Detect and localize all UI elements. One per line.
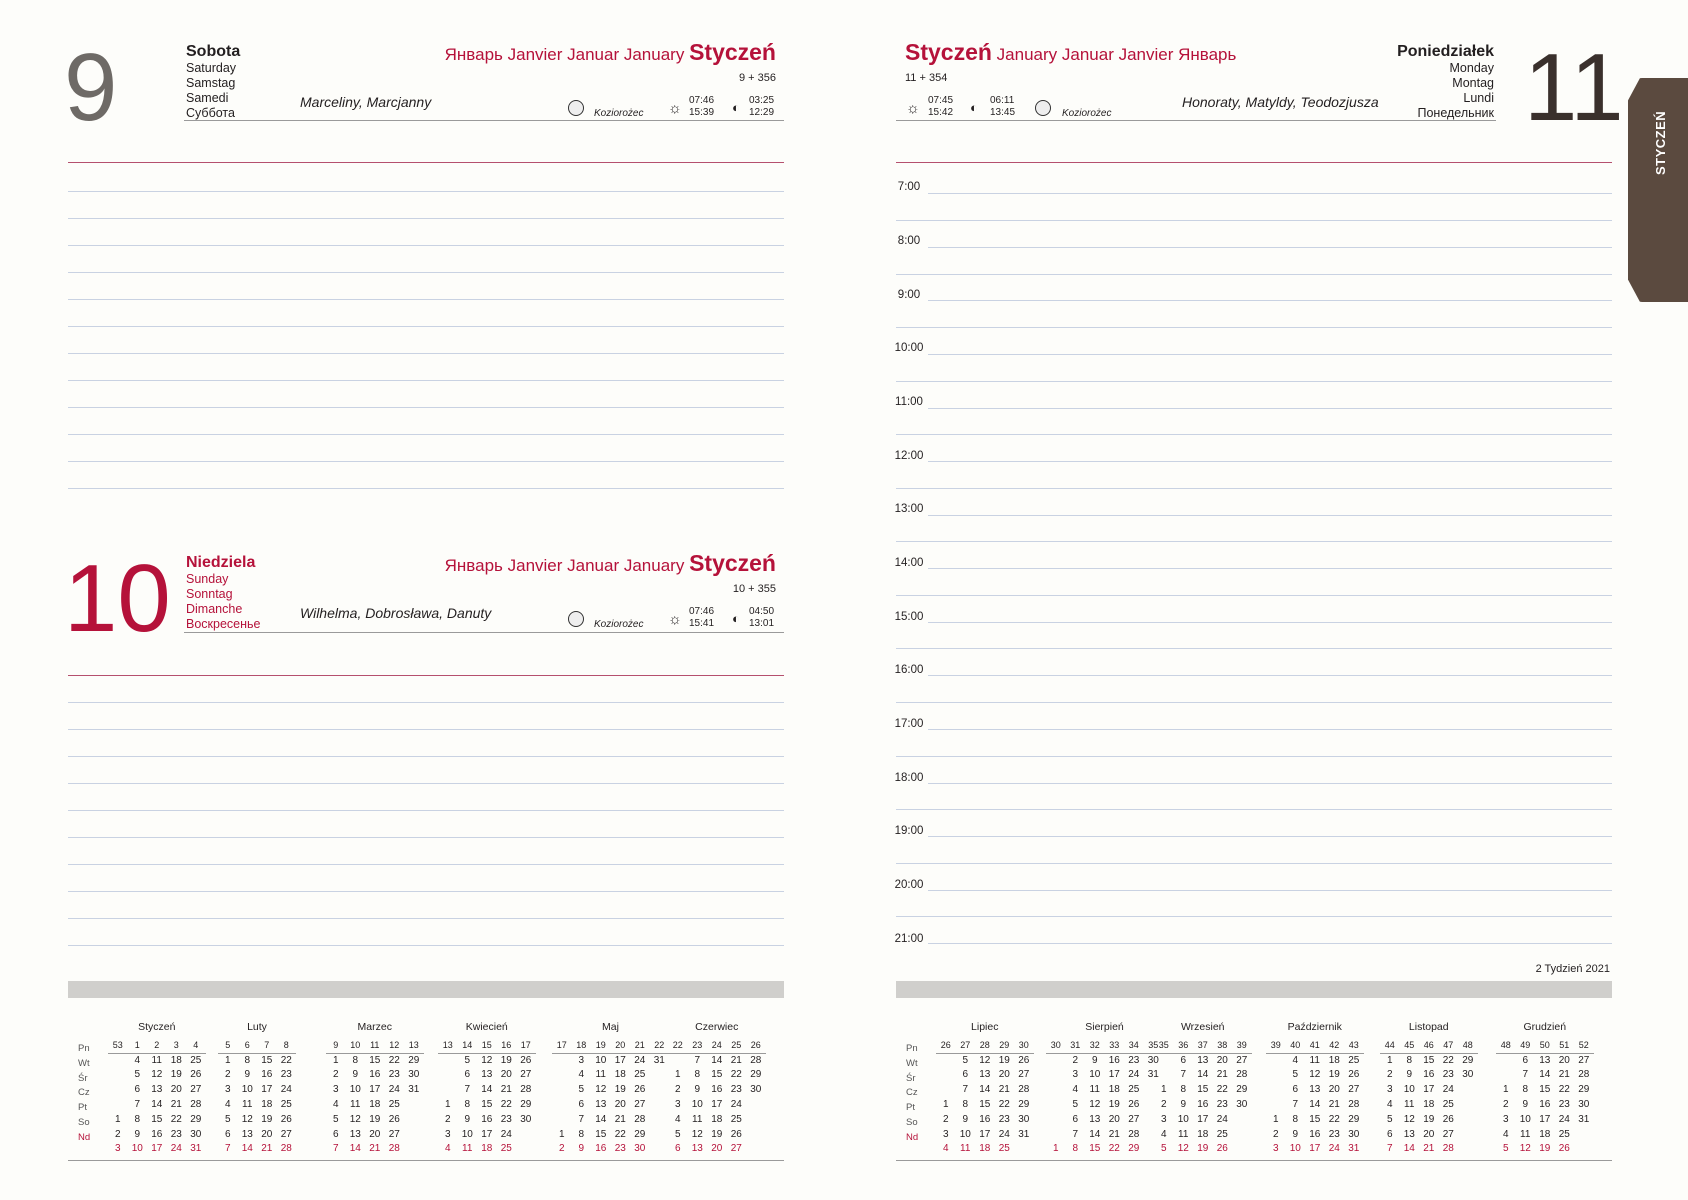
hour-label: 11:00	[895, 396, 923, 408]
mini-month-name: Luty	[247, 1021, 267, 1033]
day-abbrev: Wt	[78, 1057, 90, 1069]
moonset: 13:01	[749, 618, 775, 629]
name-days-9: Marceliny, Marcjanny	[300, 94, 432, 110]
hour-label: 18:00	[894, 772, 924, 784]
header-underline	[896, 120, 1496, 121]
sun-icon: ☼	[668, 100, 682, 117]
day-number-9: 9	[64, 34, 118, 141]
month-name: Styczeń	[689, 39, 776, 65]
hour-label: 8:00	[897, 235, 921, 247]
mini-month-0	[936, 1020, 1034, 1157]
day-abbrev: Pt	[906, 1102, 915, 1114]
lang-ru: Суббота	[186, 106, 235, 120]
dayname-11: Poniedziałek	[1397, 43, 1494, 60]
day-abbrev: Nd	[906, 1131, 919, 1143]
lang-de: Samstag	[186, 76, 236, 90]
calendar-band	[896, 981, 1612, 998]
day-langs-9	[186, 61, 236, 121]
mini-month-name: Marzec	[357, 1021, 392, 1033]
sun-icon: ☼	[906, 100, 920, 117]
mini-month-5	[668, 1020, 766, 1157]
month-header-9	[444, 39, 776, 65]
mini-month-grid: 22 23 24 25 26 7 14 21 28 1 8 15 22 29 2 9 16 23 30 3 10 17 24 4 11 18 25 5 12 19 26 6 13 20 27	[668, 1038, 766, 1157]
day-abbrev: Śr	[78, 1072, 88, 1084]
mini-month-grid: 13 14 15 16 17 5 12 19 26 6 13 20 27 7 14 21 28 1 8 15 22 29 2 9 16 23 30 3 10 17 24 4 11 18 25	[438, 1038, 536, 1157]
mini-month-name: Sierpień	[1085, 1021, 1124, 1033]
day-count-10: 10 + 355	[732, 583, 776, 595]
hour-label: 13:00	[894, 503, 924, 515]
moonset: 12:29	[749, 107, 775, 118]
zodiac-9: Koziorożec	[594, 108, 644, 119]
dayname-9: Sobota	[186, 43, 241, 60]
mini-month-name: Styczeń	[138, 1021, 176, 1033]
sun-times-11	[928, 95, 953, 119]
month-langs: January Januar Janvier Январь	[996, 45, 1237, 64]
month-tab-label: STYCZEŃ	[1653, 110, 1668, 175]
section-top-line	[68, 675, 784, 676]
mini-month-1	[218, 1020, 296, 1157]
mini-month-name: Kwiecień	[465, 1021, 508, 1033]
hour-label: 20:00	[894, 879, 924, 891]
sunset: 15:41	[689, 618, 715, 629]
sun-times-9	[689, 95, 714, 119]
moonrise: 06:11	[990, 95, 1015, 106]
day-count-9: 9 + 356	[738, 72, 776, 84]
day-abbrev: Pt	[78, 1102, 87, 1114]
mini-month-grid: 5 6 7 8 1 8 15 22 2 9 16 23 3 10 17 24 4 11 18 25 5 12 19 26 6 13 20 27 7 14 21 28	[218, 1038, 296, 1157]
hour-label: 10:00	[894, 342, 924, 354]
mini-month-2	[1154, 1020, 1252, 1157]
zodiac-icon	[568, 611, 584, 627]
header-underline	[184, 120, 784, 121]
mini-month-name: Grudzień	[1523, 1021, 1567, 1033]
mini-month-grid: 48 49 50 51 52 6 13 20 27 7 14 21 28 1 8 15 22 29 2 9 16 23 30 3 10 17 24 31 4 11 18 25 5 12 19 26	[1496, 1038, 1594, 1157]
zodiac-10: Koziorożec	[594, 619, 644, 630]
mini-month-grid: 39 40 41 42 43 4 11 18 25 5 12 19 26 6 13 20 27 7 14 21 28 1 8 15 22 29 2 9 16 23 30 3 10 17 24 31	[1266, 1038, 1364, 1157]
day-abbrev-column	[906, 1042, 918, 1146]
lang-fr: Samedi	[186, 91, 229, 105]
sunrise: 07:45	[928, 95, 954, 106]
mini-month-4	[1380, 1020, 1478, 1157]
lang-en: Monday	[1449, 61, 1494, 75]
lang-de: Montag	[1452, 76, 1494, 90]
week-label: 2 Tydzień 2021	[1535, 963, 1610, 975]
month-name: Styczeń	[905, 39, 992, 65]
mini-month-grid: 26 27 28 29 30 5 12 19 26 6 13 20 27 7 14 21 28 1 8 15 22 29 2 9 16 23 30 3 10 17 24 31 4 11 18 25	[936, 1038, 1034, 1157]
mini-month-name: Wrzesień	[1180, 1021, 1225, 1033]
mini-month-name: Maj	[602, 1021, 619, 1033]
year-calendar-left	[68, 1020, 784, 1160]
mini-month-name: Listopad	[1408, 1021, 1449, 1033]
moonrise: 04:50	[749, 606, 775, 617]
mini-month-0	[108, 1020, 206, 1157]
mini-month-grid: 17 18 19 20 21 22 3 10 17 24 31 4 11 18 25 5 12 19 26 6 13 20 27 7 14 21 28 1 8 15 22 29 2 9 16 23 30	[552, 1038, 669, 1157]
day-langs-11	[1417, 61, 1494, 121]
sunset: 15:42	[928, 107, 954, 118]
moon-times-10	[749, 606, 774, 630]
hour-label: 9:00	[897, 289, 921, 301]
mini-month-grid: 53 1 2 3 4 4 11 18 25 5 12 19 26 6 13 20 27 7 14 21 28 1 8 15 22 29 2 9 16 23 30 3 10 17 24 31	[108, 1038, 206, 1157]
hour-label: 19:00	[894, 825, 924, 837]
moon-times-11	[990, 95, 1015, 119]
year-calendar-right	[896, 1020, 1612, 1160]
mini-month-3	[1266, 1020, 1364, 1157]
day-number-11: 11	[1524, 34, 1624, 141]
day-abbrev: Cz	[78, 1087, 90, 1099]
calendar-band	[68, 981, 784, 998]
mini-month-grid: 35 36 37 38 39 6 13 20 27 7 14 21 28 1 8 15 22 29 2 9 16 23 30 3 10 17 24 4 11 18 25 5 12 19 26	[1154, 1038, 1252, 1157]
sun-icon: ☼	[668, 611, 682, 628]
mini-month-name: Lipiec	[971, 1021, 999, 1033]
lang-ru: Воскресенье	[186, 617, 261, 631]
lang-fr: Lundi	[1463, 91, 1494, 105]
day-abbrev-column	[78, 1042, 90, 1146]
sunrise: 07:46	[689, 606, 715, 617]
sunset: 15:39	[689, 107, 715, 118]
day-abbrev: Nd	[78, 1131, 91, 1143]
section-top-line	[896, 162, 1612, 163]
day-abbrev: Pn	[78, 1043, 90, 1054]
sun-times-10	[689, 606, 714, 630]
moonset: 13:45	[990, 107, 1016, 118]
lang-en: Sunday	[186, 572, 229, 586]
moon-icon: ◐	[732, 100, 740, 115]
mini-month-4	[552, 1020, 669, 1157]
day-langs-10	[186, 572, 260, 632]
hour-label: 12:00	[894, 450, 924, 462]
moon-icon: ◐	[732, 611, 740, 626]
month-header-11	[905, 39, 1237, 65]
zodiac-11: Koziorożec	[1062, 108, 1112, 119]
hour-label: 14:00	[894, 557, 924, 569]
name-days-11: Honoraty, Matyldy, Teodozjusza	[1182, 94, 1379, 110]
hour-label: 16:00	[894, 664, 924, 676]
mini-month-grid: 30 31 32 33 34 35 2 9 16 23 30 3 10 17 24 31 4 11 18 25 5 12 19 26 6 13 20 27 7 14 21 28 1 8 15 22 29	[1046, 1038, 1163, 1157]
zodiac-icon	[1035, 100, 1051, 116]
lang-de: Sonntag	[186, 587, 233, 601]
month-name: Styczeń	[689, 550, 776, 576]
moonrise: 03:25	[749, 95, 775, 106]
moon-times-9	[749, 95, 774, 119]
name-days-10: Wilhelma, Dobrosława, Danuty	[300, 605, 492, 621]
lang-ru: Понедельник	[1417, 106, 1494, 120]
day-abbrev: So	[906, 1116, 918, 1128]
hour-label: 17:00	[894, 718, 924, 730]
dayname-10: Niedziela	[186, 554, 256, 571]
day-abbrev: Cz	[906, 1087, 918, 1099]
sunrise: 07:46	[689, 95, 715, 106]
mini-month-name: Czerwiec	[695, 1021, 739, 1033]
month-langs: Январь Janvier Januar January	[444, 556, 685, 575]
mini-month-2	[326, 1020, 424, 1157]
section-top-line	[68, 162, 784, 163]
mini-month-1	[1046, 1020, 1163, 1157]
day-abbrev: So	[78, 1116, 90, 1128]
hour-label: 21:00	[894, 933, 924, 945]
moon-icon: ◐	[970, 100, 978, 115]
zodiac-icon	[568, 100, 584, 116]
mini-month-grid: 9 10 11 12 13 1 8 15 22 29 2 9 16 23 30 3 10 17 24 31 4 11 18 25 5 12 19 26 6 13 20 27 7 14 21 28	[326, 1038, 424, 1157]
day-abbrev: Śr	[906, 1072, 916, 1084]
lang-fr: Dimanche	[186, 602, 243, 616]
mini-month-3	[438, 1020, 536, 1157]
day-number-10: 10	[64, 545, 171, 652]
hour-label: 15:00	[894, 611, 924, 623]
header-underline	[184, 632, 784, 633]
month-header-10	[444, 550, 776, 576]
lang-en: Saturday	[186, 61, 237, 75]
day-abbrev: Wt	[906, 1057, 918, 1069]
month-langs: Январь Janvier Januar January	[444, 45, 685, 64]
day-count-11: 11 + 354	[905, 72, 948, 84]
mini-month-5	[1496, 1020, 1594, 1157]
hour-label: 7:00	[897, 181, 921, 193]
day-abbrev: Pn	[906, 1043, 918, 1054]
mini-month-name: Październik	[1287, 1021, 1342, 1033]
mini-month-grid: 44 45 46 47 48 1 8 15 22 29 2 9 16 23 30 3 10 17 24 4 11 18 25 5 12 19 26 6 13 20 27 7 14 21 28	[1380, 1038, 1478, 1157]
